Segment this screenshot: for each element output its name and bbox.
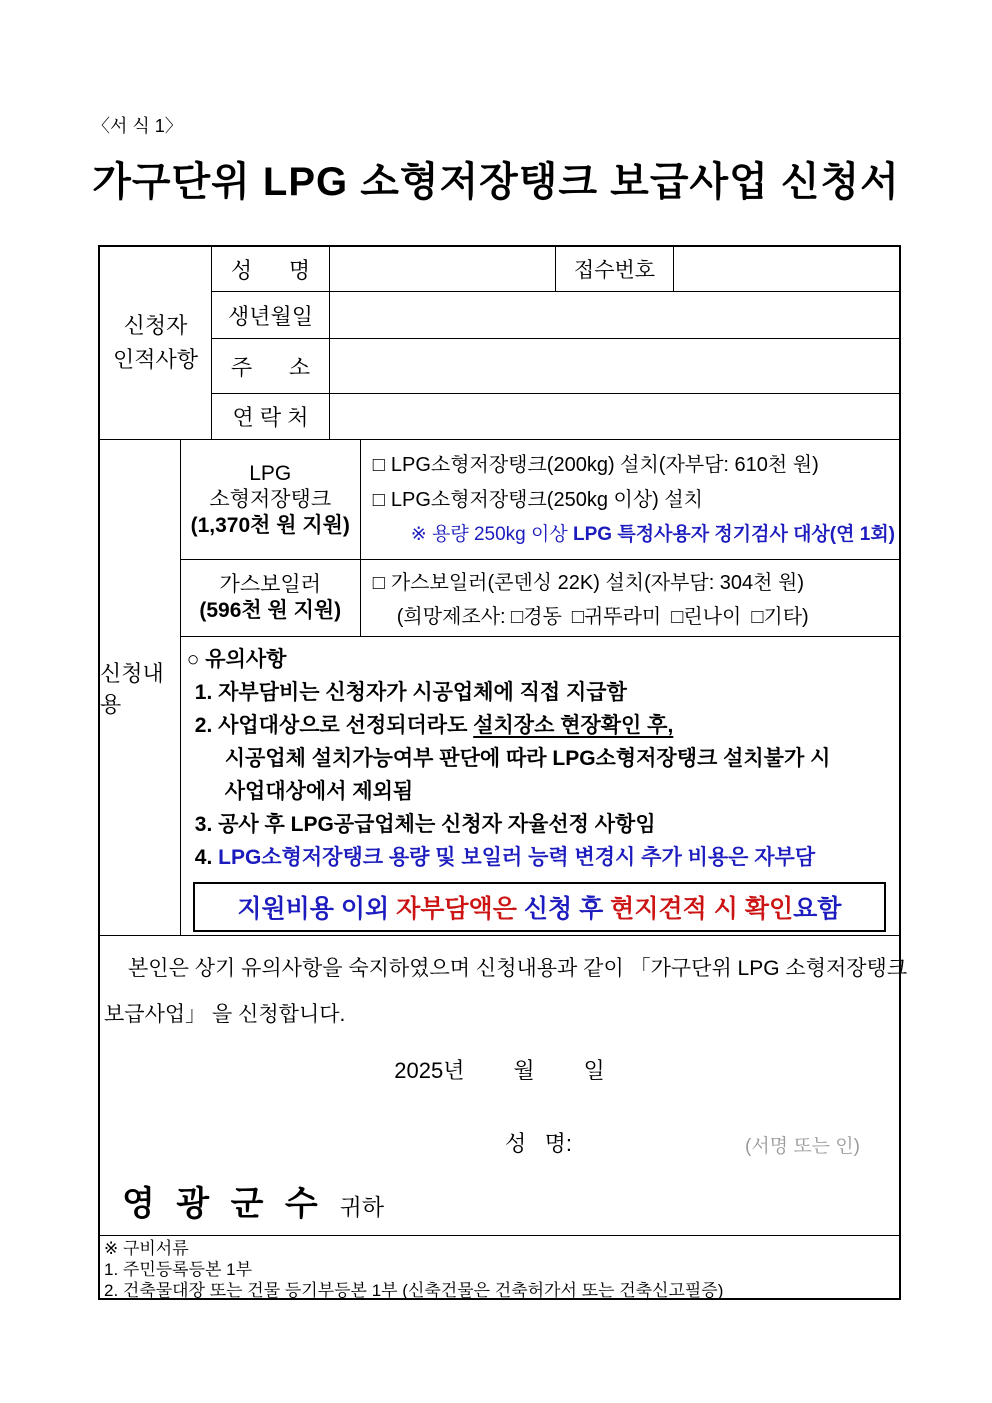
notice-item-2-line2: 시공업체 설치가능여부 판단에 따라 LPG소형저장탱크 설치불가 시	[224, 747, 831, 770]
box-segment-5: 요함	[793, 895, 842, 923]
notice-item-2	[187, 709, 891, 742]
signature-input-area[interactable]	[605, 1127, 735, 1161]
recipient-honorific: 귀하	[339, 1194, 384, 1220]
gas-boiler-row	[181, 560, 899, 637]
boiler-option	[373, 566, 895, 601]
attachment-item-1: 1. 주민등록등본 1부	[104, 1260, 253, 1279]
lpg-tank-support-amount: (1,370천 원 지원)	[190, 513, 350, 537]
tank-200kg-checkbox-icon[interactable]: □	[372, 454, 385, 476]
lpg-tank-row	[181, 440, 899, 560]
date-line[interactable]: 2025년 월 일	[394, 1058, 605, 1083]
birthdate-row	[212, 292, 899, 339]
notice-heading: ○ 유의사항	[186, 648, 287, 671]
lpg-tank-label-line2: 소형저장탱크	[209, 487, 332, 511]
notice-item-2-underlined: 설치장소 현장확인 후,	[473, 714, 674, 737]
boiler-option-label: 가스보일러(콘덴싱 22K) 설치(자부담: 304천 원)	[390, 572, 805, 594]
signature-name-label: 성 명:	[505, 1131, 572, 1156]
declaration-section	[100, 935, 908, 1235]
name-row	[212, 247, 899, 292]
recipient-row	[122, 1176, 384, 1225]
form-tag: 〈서 식 1〉	[92, 116, 183, 136]
recipient-name: 영 광 군 수	[122, 1185, 324, 1223]
gas-boiler-label	[181, 560, 361, 636]
notice-item-3: 3. 공사 후 LPG공급업체는 신청자 자율선정 사항임	[194, 813, 656, 836]
attachments-section	[100, 1235, 899, 1302]
gas-boiler-options	[361, 560, 899, 636]
application-form-table	[98, 245, 908, 1300]
notice-row	[181, 637, 899, 935]
notice-item-2-line3: 사업대상에서 제외됨	[224, 780, 414, 803]
box-segment-4: 현지견적 시 확인	[610, 895, 794, 923]
address-row	[212, 339, 899, 394]
receipt-number-input-cell[interactable]	[674, 247, 899, 291]
makers-suffix: )	[802, 606, 809, 628]
gas-boiler-label-line1: 가스보일러	[219, 573, 321, 596]
signature-row	[100, 1127, 899, 1167]
box-segment-3: 신청 후	[516, 895, 611, 923]
box-segment-1: 지원비용 이외	[237, 895, 397, 923]
boiler-checkbox-icon[interactable]: □	[372, 572, 385, 594]
tank-inspection-note	[411, 518, 895, 552]
lpg-tank-label	[181, 440, 361, 559]
application-section-header: 신청내용	[100, 440, 181, 935]
maker-kiturami-label: 귀뚜라미	[583, 606, 662, 628]
maker-rinnai-label: 린나이	[683, 606, 742, 628]
tank-250kg-option-label: LPG소형저장탱크(250kg 이상) 설치	[390, 489, 704, 511]
cost-highlight-box	[193, 882, 886, 932]
address-label: 주 소	[212, 339, 330, 393]
notice-item-2-prefix: 2. 사업대상으로 선정되더라도	[194, 714, 474, 737]
maker-rinnai-checkbox-icon[interactable]: □	[671, 606, 684, 628]
birthdate-input-cell[interactable]	[330, 292, 899, 338]
tank-250kg-option	[373, 483, 895, 518]
makers-prefix: (희망제조사:	[396, 606, 512, 628]
notice-item-4-number: 4.	[194, 846, 219, 869]
notice-item-1: 1. 자부담비는 신청자가 시공업체에 직접 지급함	[194, 681, 627, 704]
maker-kyungdong-label: 경동	[523, 606, 562, 628]
tank-note-emphasis: LPG 특정사용자 정기검사 대상(연 1회)	[573, 524, 895, 545]
attachments-heading: ※ 구비서류	[104, 1239, 189, 1258]
signature-or-seal-note: (서명 또는 인)	[745, 1136, 860, 1157]
contact-row	[212, 394, 899, 439]
lpg-tank-label-line1: LPG	[249, 461, 292, 485]
lpg-tank-options	[361, 440, 899, 559]
maker-kyungdong[interactable]	[511, 606, 562, 628]
birthdate-label: 생년월일	[212, 292, 330, 338]
address-input-cell[interactable]	[330, 339, 899, 393]
applicant-info-section	[100, 247, 899, 439]
applicant-section-header-line2: 인적사항	[112, 347, 198, 372]
maker-kiturami-checkbox-icon[interactable]: □	[571, 606, 584, 628]
notice-item-4	[187, 841, 891, 874]
gas-boiler-support-amount: (596천 원 지원)	[199, 599, 342, 622]
name-input-cell[interactable]	[330, 247, 556, 291]
tank-note-prefix: ※ 용량 250kg 이상	[410, 524, 573, 545]
tank-200kg-option	[373, 448, 895, 483]
tank-200kg-option-label: LPG소형저장탱크(200kg) 설치(자부담: 610천 원)	[390, 454, 819, 476]
receipt-number-label: 접수번호	[556, 247, 674, 291]
contact-label: 연 락 처	[212, 394, 330, 439]
attachment-item-2: 2. 건축물대장 또는 건물 등기부등본 1부 (신축건물은 건축허가서 또는 건축신고필증)	[104, 1281, 724, 1300]
maker-kyungdong-checkbox-icon[interactable]: □	[511, 606, 524, 628]
name-label: 성 명	[212, 247, 330, 291]
declaration-line-1: 본인은 상기 유의사항을 숙지하였으며 신청내용과 같이 「가구단위 LPG 소형저장탱크	[128, 957, 908, 980]
applicant-section-header	[100, 247, 212, 439]
boiler-makers-line	[397, 601, 895, 634]
contact-input-cell[interactable]	[330, 394, 899, 439]
maker-other-label: 기타	[763, 606, 803, 628]
tank-250kg-checkbox-icon[interactable]: □	[372, 489, 385, 511]
box-segment-2: 자부담액은	[396, 895, 517, 923]
page-title: 가구단위 LPG 소형저장탱크 보급사업 신청서	[92, 160, 900, 204]
maker-other-checkbox-icon[interactable]: □	[751, 606, 764, 628]
maker-kiturami[interactable]	[572, 606, 661, 628]
notice-item-4-text: LPG소형저장탱크 용량 및 보일러 능력 변경시 추가 비용은 자부담	[218, 846, 816, 869]
maker-rinnai[interactable]	[671, 606, 741, 628]
declaration-line-2: 보급사업」 을 신청합니다.	[104, 1003, 346, 1026]
application-content-section	[100, 439, 899, 935]
applicant-section-header-line1: 신청자	[123, 313, 188, 338]
maker-other[interactable]	[751, 606, 802, 628]
